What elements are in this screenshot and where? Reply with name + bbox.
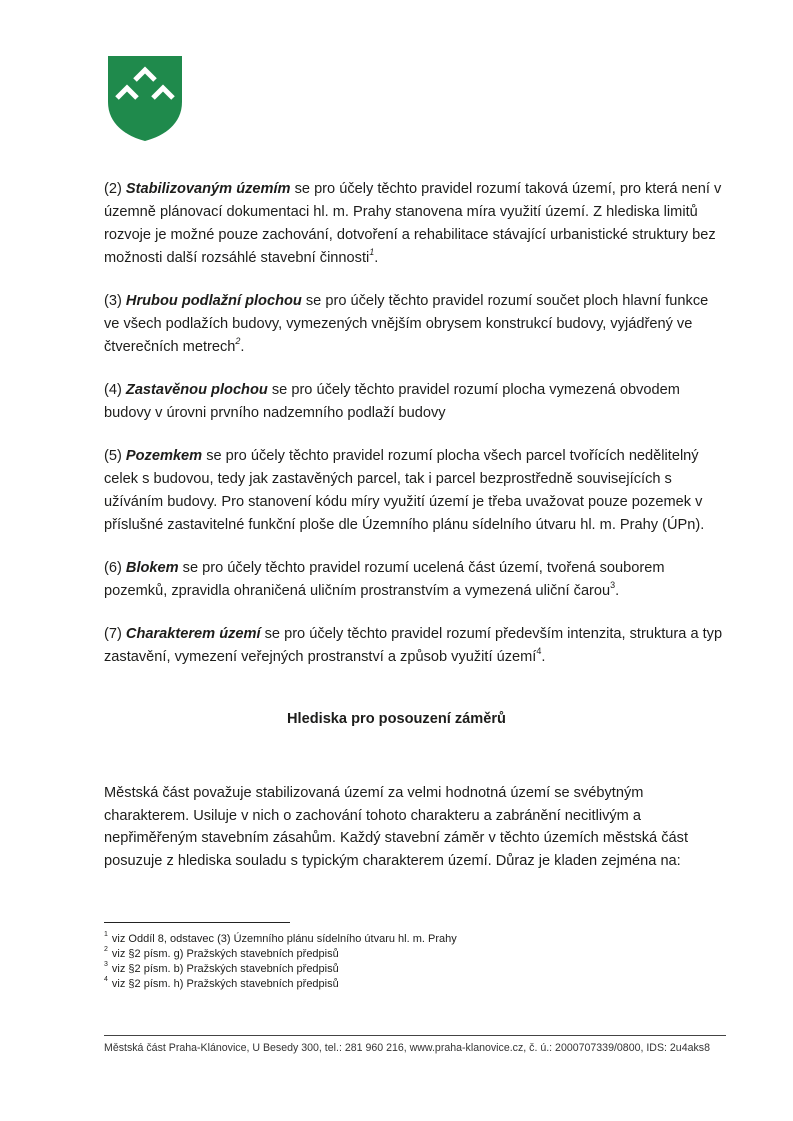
- paragraph-number: (7): [104, 626, 122, 642]
- section-heading: Hlediska pro posouzení záměrů: [287, 711, 506, 727]
- footnote-4: $^4$ viz §2 písm. h) Pražských stavebních předpisů: [104, 976, 339, 990]
- footnote-ref: 1: [369, 247, 375, 258]
- intro-paragraph: Městská část považuje stabilizovaná území za velmi hodnotná území se svébytným charakterem. Usiluje v nich o zachování tohoto charakteru a zabránění necitlivým a nepřiměřeným stavebním zásahům. Každý stavební záměr v těchto územích městská část posuzuje z hlediska souladu s typickým charakterem území. Důraz je kladen zejména na:: [104, 785, 688, 869]
- defined-term: Stabilizovaným územím: [125, 181, 291, 197]
- definition-text: se pro účely těchto pravidel rozumí plocha vymezená obvodem budovy v úrovni prvního nadzemního podlaží budovy: [104, 382, 680, 421]
- definition-text: se pro účely těchto pravidel rozumí ucelená část území, tvořená souborem pozemků, zpravidla ohraničená uličním prostranstvím a vymezená uliční čarou: [104, 560, 665, 599]
- definition-text: se pro účely těchto pravidel rozumí plocha všech parcel tvořících nedělitelný celek s budovou, tedy jak zastavěných parcel, tak i parcel bezprostředně souvisejících s užíváním budovy. Pro stanovení kódu míry využití území je třeba uvažovat pouze pozemek v příslušné zastavitelné funkční ploše dle Územního plánu sídelního útvaru hl. m. Prahy (ÚPn).: [104, 448, 705, 533]
- municipal-logo: [106, 54, 184, 142]
- paragraph-number: (4): [104, 382, 122, 398]
- defined-term: Hrubou podlažní plochou: [125, 293, 302, 309]
- footer-divider: [104, 1035, 726, 1036]
- paragraph-number: (6): [104, 560, 122, 576]
- definition-text: se pro účely těchto pravidel rozumí především intenzita, struktura a typ zastavění, vymezení veřejných prostranství a způsob využití území: [104, 626, 723, 665]
- page-footer: Městská část Praha-Klánovice, U Besedy 300, tel.: 281 960 216, www.praha-klanovice.cz, č. ú.: 2000707339/0800, IDS: 2u4aks8: [104, 1042, 710, 1054]
- footnote-ref: 4: [536, 646, 542, 657]
- paragraph-number: (5): [104, 448, 122, 464]
- definition-paragraph-2: (2) Stabilizovaným územím se pro účely těchto pravidel rozumí taková území, pro která není v územně plánovací dokumentaci hl. m. Prahy stanovena míra využití území. Z hlediska limitů rozvoje je možné pouze zachování, dotvoření a rehabilitace stávající urbanistické struktury bez možnosti další rozsáhlé stavební činnosti$^1$.: [104, 181, 722, 266]
- footnote-ref: 3: [610, 580, 616, 591]
- paragraph-number: (2): [104, 181, 122, 197]
- definition-paragraph-3: (3) Hrubou podlažní plochou se pro účely těchto pravidel rozumí součet ploch hlavní funkce ve všech podlažích budovy, vymezených vnějším obrysem konstrukcí budovy, vyjádřený ve čtverečních metrech$^2$.: [104, 293, 709, 355]
- definition-text: se pro účely těchto pravidel rozumí taková území, pro která není v územně plánovací dokumentaci hl. m. Prahy stanovena míra využití území. Z hlediska limitů rozvoje je možné pouze zachování, dotvoření a rehabilitace stávající urbanistické struktury bez možnosti další rozsáhlé stavební činnosti: [104, 181, 722, 266]
- definitions-section: [104, 178, 726, 689]
- defined-term: Blokem: [125, 560, 179, 576]
- footnote-3: $^3$ viz §2 písm. b) Pražských stavebních předpisů: [104, 961, 339, 975]
- defined-term: Zastavěnou plochou: [125, 382, 268, 398]
- footnote-2: $^2$ viz §2 písm. g) Pražských stavebních předpisů: [104, 946, 339, 960]
- definition-paragraph-7: (7) Charakterem území se pro účely těchto pravidel rozumí především intenzita, struktura a typ zastavění, vymezení veřejných prostranství a způsob využití území$^4$.: [104, 626, 723, 665]
- defined-term: Pozemkem: [125, 448, 203, 464]
- footnote-divider: [104, 922, 290, 923]
- coat-of-arms-icon: [106, 54, 184, 142]
- footnote-1: $^1$ viz Oddíl 8, odstavec (3) Územního plánu sídelního útvaru hl. m. Prahy: [104, 931, 457, 945]
- footnotes: [104, 932, 704, 992]
- paragraph-number: (3): [104, 293, 122, 309]
- definition-paragraph-5: [104, 445, 726, 537]
- definition-text: se pro účely těchto pravidel rozumí součet ploch hlavní funkce ve všech podlažích budovy, vymezených vnějším obrysem konstrukcí budovy, vyjádřený ve čtverečních metrech: [104, 293, 709, 355]
- footnote-ref: 2: [235, 336, 241, 347]
- defined-term: Charakterem území: [125, 626, 261, 642]
- definition-paragraph-6: (6) Blokem se pro účely těchto pravidel rozumí ucelená část území, tvořená souborem pozemků, zpravidla ohraničená uličním prostranstvím a vymezená uliční čarou$^3$.: [104, 560, 665, 599]
- definition-paragraph-4: [104, 379, 726, 425]
